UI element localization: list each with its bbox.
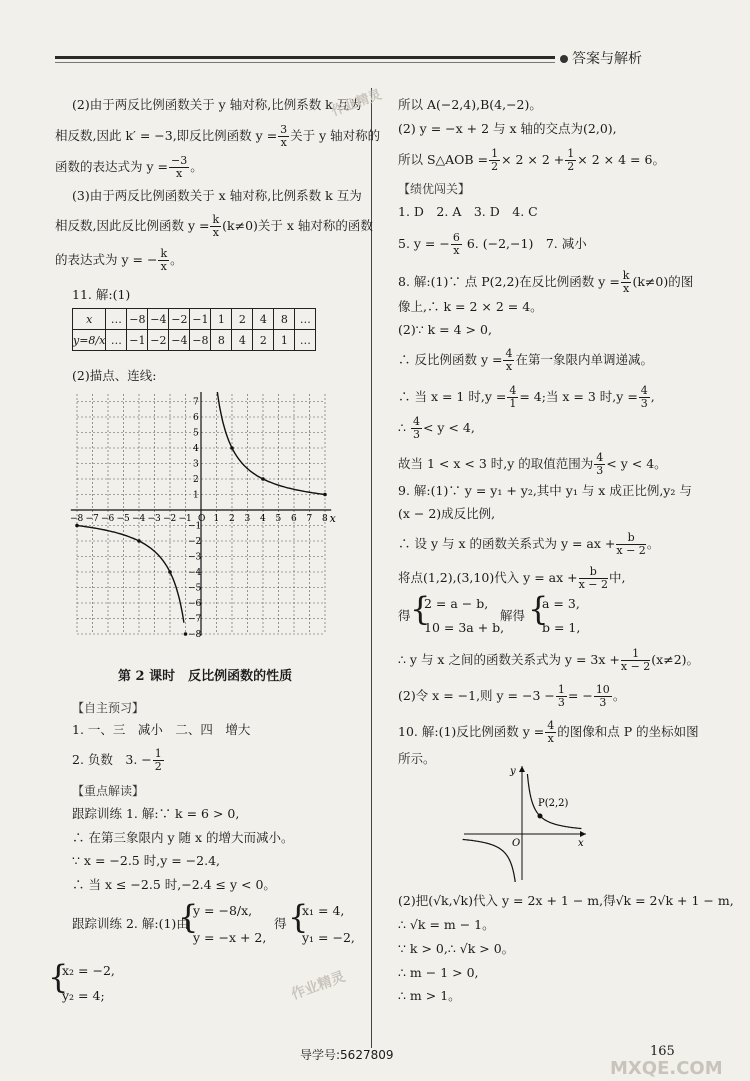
equation: x₁ = 4, <box>302 903 345 918</box>
text-line: 8. 解:(1)∵ 点 P(2,2)在反比例函数 y = $\frac{k}{x}$ (k≠0)的图 <box>398 269 694 295</box>
x-tick-label: −4 <box>132 514 146 524</box>
data-point <box>184 632 188 636</box>
x-tick-label: 8 <box>322 514 328 524</box>
text-line: 将点(1,2),(3,10)代入 y = ax + $\frac{b}{x - 2}$ 中, <box>398 565 626 591</box>
text-line: 所示。 <box>398 751 436 766</box>
table-cell: −2 <box>148 330 169 351</box>
text-line: 故当 1 < x < 3 时,y 的取值范围为 $\frac{4}{3}$ < y < 4。 <box>398 451 667 477</box>
y-tick-label: 6 <box>193 413 199 423</box>
x-tick-label: 2 <box>229 514 235 524</box>
y-tick-label: −8 <box>188 630 202 640</box>
text-line: 跟踪训练 2. 解:(1)由 <box>72 916 189 931</box>
question-11: 11. 解:(1) <box>72 287 131 302</box>
text-line: 所以 S△AOB = $\frac{1}{2}$ × 2 × 2 + $\frac{1}{2}$ × 2 × 4 = 6。 <box>398 147 665 173</box>
brace: { <box>178 898 199 936</box>
y-tick-label: −2 <box>188 537 202 547</box>
header-rule-thin <box>55 62 555 63</box>
guide-number: 导学号:5627809 <box>300 1048 394 1062</box>
y-tick-label: 2 <box>193 475 199 485</box>
origin-label: O <box>512 838 521 849</box>
text-line: (2)令 x = −1,则 y = −3 − $\frac{1}{3}$ = − $\frac{10}{3}$ 。 <box>398 683 626 709</box>
x-tick-label: 1 <box>213 514 220 524</box>
y-tick-label: −4 <box>188 568 202 578</box>
brace: { <box>528 590 549 628</box>
text-line: 2. 负数 3. − $\frac{1}{2}$ <box>72 747 162 773</box>
x-tick-label: −7 <box>85 514 99 524</box>
text-line: 1. D 2. A 3. D 4. C <box>398 204 538 219</box>
text-line: (2)∵ k = 4 > 0, <box>398 322 492 337</box>
equation: 10 = 3a + b, <box>424 620 505 635</box>
y-tick-label: −3 <box>188 552 202 563</box>
y-tick-label: −5 <box>188 583 202 594</box>
x-arrow-icon <box>580 831 586 837</box>
text-line: (2)由于两反比例函数关于 y 轴对称,比例系数 k 互为 <box>72 97 362 112</box>
table-cell: 8 <box>274 309 295 330</box>
x-tick-label: −2 <box>163 514 177 524</box>
x-axis-label: x <box>329 512 336 525</box>
watermark: 作业精灵 <box>289 968 348 1004</box>
y-tick-label: 3 <box>193 459 199 470</box>
header-title: 答案与解析 <box>560 48 642 68</box>
x-tick-label: 4 <box>260 514 266 524</box>
value-table <box>72 308 316 351</box>
text-line: ∴ y 与 x 之间的函数关系式为 y = 3x + $\frac{1}{x - 2}$ (x≠2)。 <box>398 647 700 673</box>
table-cell: … <box>106 309 127 330</box>
text-line: ∴ 反比例函数 y = $\frac{4}{x}$ 在第一象限内单调递减。 <box>398 347 653 373</box>
brace: { <box>48 958 69 996</box>
text-line: ∵ k > 0,∴ √k > 0。 <box>398 941 515 956</box>
table-cell: −1 <box>190 309 211 330</box>
x-tick-label: −5 <box>116 514 130 524</box>
table-cell: 1 <box>274 330 295 351</box>
header-rule <box>55 56 555 59</box>
table-cell: 1 <box>211 309 232 330</box>
text-line: ∴ 当 x = 1 时,y = $\frac{4}{1}$ = 4;当 x = 3 时,y = $\frac{4}{3}$ , <box>398 384 655 410</box>
watermark: 作业精灵 <box>329 87 384 120</box>
text-line: 的表达式为 y = − $\frac{k}{x}$ 。 <box>55 247 183 273</box>
table-cell: −2 <box>169 309 190 330</box>
table-cell: 2 <box>253 330 274 351</box>
text-line: (2)把(√k,√k)代入 y = 2x + 1 − m,得√k = 2√k + 1 − m, <box>398 893 734 908</box>
y-axis-label: y <box>510 766 516 777</box>
section-heading: 【绩优闯关】 <box>398 182 471 196</box>
text-line: ∴ $\frac{4}{3}$ < y < 4, <box>398 415 475 441</box>
x-tick-label: O <box>198 514 206 524</box>
x-tick-label: −1 <box>178 514 192 524</box>
table-cell: −8 <box>127 309 148 330</box>
x-tick-label: −8 <box>70 514 84 524</box>
equation: y = −x + 2, <box>193 930 267 945</box>
text-line: 1. 一、三 减小 二、四 增大 <box>72 722 251 737</box>
equation: 2 = a − b, <box>424 596 489 611</box>
text-line: ∴ m − 1 > 0, <box>398 965 479 980</box>
x-tick-label: −3 <box>147 514 161 524</box>
table-cell: −4 <box>169 330 190 351</box>
brace: { <box>288 898 309 936</box>
table-cell: … <box>106 330 127 351</box>
table-cell: −4 <box>148 309 169 330</box>
equation: x₂ = −2, <box>62 963 115 978</box>
equation: y = −8/x, <box>193 903 253 918</box>
text-line: 跟踪训练 1. 解:∵ k = 6 > 0, <box>72 806 240 821</box>
text-line: 5. y = − $\frac{6}{x}$ 6. (−2,−1) 7. 减小 <box>398 231 587 257</box>
y-tick-label: 1 <box>193 490 199 501</box>
table-cell: 4 <box>253 309 274 330</box>
section-heading: 【重点解读】 <box>72 784 145 798</box>
text-line: ∵ x = −2.5 时,y = −2.4, <box>72 853 221 868</box>
table-row <box>73 330 316 351</box>
table-row <box>73 309 316 330</box>
table-cell: y=8/x <box>73 330 106 351</box>
y-tick-label: −7 <box>188 614 202 625</box>
text-line: ∴ 在第三象限内 y 随 x 的增大而减小。 <box>72 830 294 845</box>
text-line: (2)描点、连线: <box>72 368 157 383</box>
text-line: 所以 A(−2,4),B(4,−2)。 <box>398 97 542 112</box>
table-cell: … <box>295 330 316 351</box>
text-line: 9. 解:(1)∵ y = y₁ + y₂,其中 y₁ 与 x 成正比例,y₂ 与 <box>398 483 692 498</box>
y-tick-label: −6 <box>188 599 202 609</box>
point-label: P(2,2) <box>538 798 569 809</box>
x-axis-label: x <box>578 838 584 849</box>
table-cell: −1 <box>127 330 148 351</box>
lesson-title: 第 2 课时 反比例函数的性质 <box>118 669 293 684</box>
brace: { <box>410 590 431 628</box>
page-number: 165 <box>650 1044 675 1059</box>
point-p <box>538 814 543 819</box>
table-cell: x <box>73 309 106 330</box>
text-line: 10. 解:(1)反比例函数 y = $\frac{4}{x}$ 的图像和点 P 的坐标如图 <box>398 719 699 745</box>
table-cell: −8 <box>190 330 211 351</box>
text-line: 像上,∴ k = 2 × 2 = 4。 <box>398 299 543 314</box>
y-tick-label: 4 <box>193 444 199 454</box>
y-tick-label: 7 <box>193 397 199 408</box>
text-line: ∴ 设 y 与 x 的函数关系式为 y = ax + $\frac{b}{x - 2}$ 。 <box>398 531 660 557</box>
text-line: 得 <box>398 608 411 623</box>
text-line: ∴ √k = m − 1。 <box>398 917 495 932</box>
y-arrow-icon <box>519 766 525 772</box>
text-line: (3)由于两反比例函数关于 x 轴对称,比例系数 k 互为 <box>72 188 362 203</box>
x-tick-label: 3 <box>244 514 251 524</box>
text-line: (2) y = −x + 2 与 x 轴的交点为(2,0), <box>398 121 617 136</box>
text-line: ∴ m > 1。 <box>398 988 461 1003</box>
equation: y₁ = −2, <box>302 930 355 945</box>
table-cell: 2 <box>232 309 253 330</box>
text-line: 函数的表达式为 y = $\frac{-3}{x}$ 。 <box>55 154 203 180</box>
section-heading: 【自主预习】 <box>72 701 145 715</box>
x-tick-label: 6 <box>291 514 297 524</box>
x-tick-label: 7 <box>306 514 313 524</box>
table-cell: 8 <box>211 330 232 351</box>
curve-branch-2 <box>463 840 517 883</box>
watermark: MXQE.COM <box>610 1058 723 1079</box>
text-line: 相反数,因此反比例函数 y = $\frac{k}{x}$ (k≠0)关于 x 轴对称的函数 <box>55 213 373 239</box>
equation: y₂ = 4; <box>62 988 105 1003</box>
hyperbola-sketch <box>460 762 590 882</box>
y-tick-label: −1 <box>188 521 202 532</box>
text-line: 得 <box>274 916 287 931</box>
curve-branch-2 <box>77 526 184 623</box>
equation: a = 3, <box>542 596 580 611</box>
equation: b = 1, <box>542 620 581 635</box>
hyperbola-graph <box>68 392 338 642</box>
x-tick-label: −6 <box>101 514 115 524</box>
text-line: 解得 <box>500 608 526 623</box>
text-line: (x − 2)成反比例, <box>398 506 496 521</box>
table-cell: … <box>295 309 316 330</box>
text-line: ∴ 当 x ≤ −2.5 时,−2.4 ≤ y < 0。 <box>72 877 276 892</box>
x-tick-label: 5 <box>275 514 282 524</box>
text-line: 相反数,因此 k′ = −3,即反比例函数 y = $\frac{3}{x}$ 关于 y 轴对称的 <box>55 123 381 149</box>
table-cell: 4 <box>232 330 253 351</box>
y-tick-label: 5 <box>193 428 199 439</box>
bullet-icon <box>560 55 568 63</box>
